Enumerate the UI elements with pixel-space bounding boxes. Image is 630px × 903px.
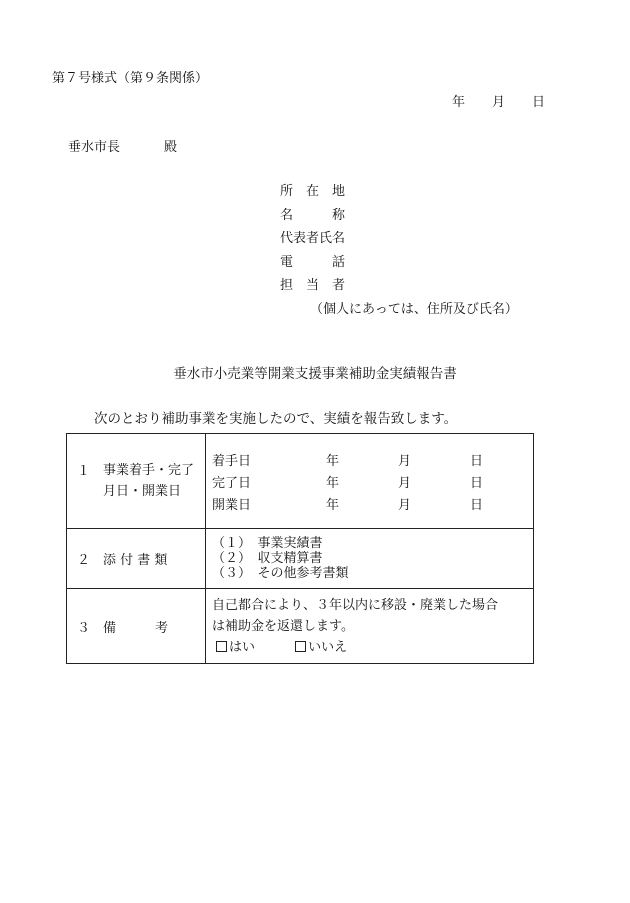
date-row-opening [212, 492, 533, 514]
choice-yes[interactable] [212, 637, 255, 658]
addressee [68, 136, 177, 155]
checkbox-icon[interactable] [295, 641, 306, 652]
row-number: １ [77, 464, 91, 479]
date-row-label: 開業日 [212, 497, 252, 513]
row-label-dates [67, 434, 206, 529]
row-label-attachments [67, 529, 206, 589]
submission-date [452, 91, 545, 110]
choice-no[interactable] [291, 637, 347, 658]
lead-text: 次のとおり補助事業を実施したので、実績を報告致します。 [94, 411, 458, 427]
checkbox-icon[interactable] [216, 641, 227, 652]
date-row-month: 月 [398, 497, 412, 513]
remarks-line2: は補助金を返還します。 [212, 618, 354, 634]
date-row-year: 年 [326, 453, 340, 469]
document-title: 垂水市小売業等開業支援事業補助金実績報告書 [173, 366, 457, 382]
report-table [66, 433, 534, 664]
row-label-remarks [67, 589, 206, 664]
attachment-item: （１） 事業実績書 [212, 536, 323, 551]
table-row-remarks [67, 589, 534, 664]
date-row-label: 完了日 [212, 475, 252, 491]
table-row-attachments [67, 529, 534, 589]
row-content-attachments [206, 529, 534, 589]
form-number: 第７号様式（第９条関係） [52, 71, 209, 86]
applicant-contact-label: 担 当 者 [280, 278, 346, 293]
date-day-label: 日 [532, 95, 546, 110]
date-row-year: 年 [326, 497, 340, 513]
row-label-line1: 事業着手・完了 [103, 463, 195, 478]
applicant-block [280, 180, 518, 321]
remarks-line1: 自己都合により、３年以内に移設・廃業した場合 [212, 597, 499, 613]
attachment-item: （２） 収支精算書 [212, 551, 323, 566]
row-number: ２ [77, 553, 91, 568]
row-label-text: 備 考 [103, 620, 169, 636]
date-year-label: 年 [452, 95, 466, 110]
table-row-dates [67, 434, 534, 529]
row-label-line2: 月日・開業日 [103, 484, 182, 499]
date-row-label: 着手日 [212, 453, 252, 469]
applicant-note: （個人にあっては、住所及び氏名） [310, 301, 518, 317]
row-content-dates [206, 434, 534, 529]
row-content-remarks [206, 589, 534, 664]
date-month-label: 月 [492, 95, 506, 110]
date-row-start [212, 448, 533, 470]
date-row-day: 日 [470, 453, 484, 469]
choice-yes-label: はい [229, 639, 256, 655]
choice-no-label: いいえ [308, 639, 348, 655]
applicant-phone-label: 電 話 [280, 254, 346, 270]
row-number: ３ [77, 620, 91, 636]
applicant-location-label: 所 在 地 [280, 184, 346, 199]
attachment-item: （３） その他参考書類 [212, 566, 349, 581]
date-row-month: 月 [398, 453, 412, 469]
row-label-text: 添 付 書 類 [103, 553, 168, 568]
date-row-complete [212, 470, 533, 492]
date-row-day: 日 [470, 475, 484, 491]
addressee-name: 垂水市長 [68, 140, 121, 155]
date-row-day: 日 [470, 497, 484, 513]
date-row-year: 年 [326, 475, 340, 491]
date-row-month: 月 [398, 475, 412, 491]
applicant-representative-label: 代表者氏名 [280, 231, 346, 246]
remarks-choices [212, 637, 533, 658]
applicant-name-label: 名 称 [280, 207, 346, 223]
honorific: 殿 [164, 140, 178, 155]
